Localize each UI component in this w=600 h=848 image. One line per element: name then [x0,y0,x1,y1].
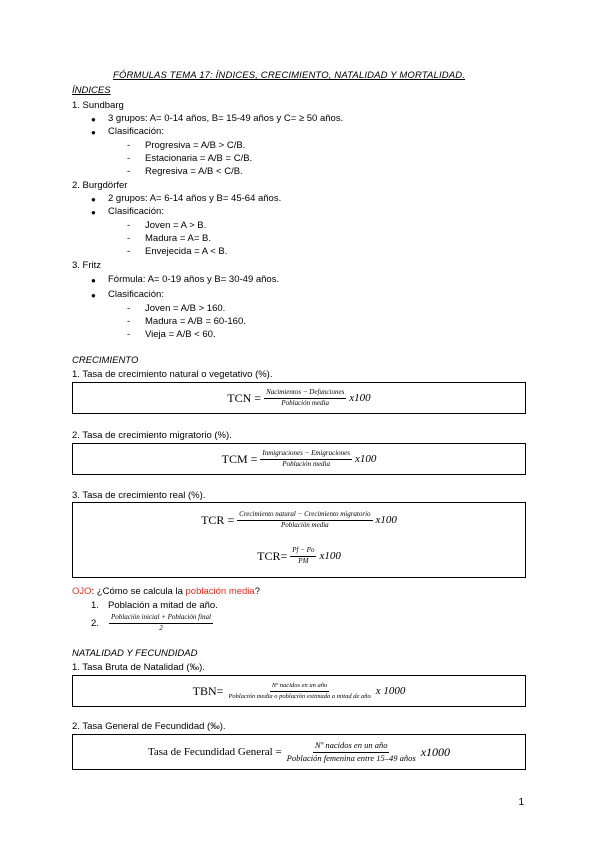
tbn-label: 1. Tasa Bruta de Natalidad (‰). [72,662,205,673]
formula-fraction [264,389,346,407]
fraction-numerator: Nº nacidos en un año [270,682,329,691]
bullet-icon: ● [91,115,96,124]
tgf-formula [72,734,526,770]
sundbarg-item: Progresiva = A/B > C/B. [145,140,246,151]
tcr-formula [72,504,526,536]
dash-icon: - [127,316,131,327]
bullet-icon: ● [91,195,96,204]
sundbarg-item: Estacionaria = A/B = C/B. [145,153,253,164]
bullet-icon: ● [91,128,96,137]
formula-multiplier: x1000 [420,744,451,759]
sundbarg-clasificacion: Clasificación: [108,126,164,137]
poblacion-media-formula [106,611,216,635]
formula-lhs: TBN= [192,683,224,698]
formula-fraction [109,614,213,632]
tbn-formula [72,675,526,707]
fraction-numerator: Nacimientos − Defunciones [264,389,346,399]
dash-icon: - [127,303,131,314]
dash-icon: - [127,329,131,340]
fraction-numerator: Inmigraciones − Emigraciones [260,450,352,460]
fraction-denominator: Población femenina entre 15–49 años [286,752,416,763]
formula-lhs: Tasa de Fecundidad General = [147,746,282,758]
dash-icon: - [127,153,131,164]
tcr-formula-alt [72,540,526,572]
formula-lhs: TCR = [201,512,235,527]
formula-lhs: TCN = [227,390,262,405]
burgdorfer-clasificacion: Clasificación: [108,206,164,217]
formula-fraction [290,547,316,565]
fraction-numerator: Pf − Po [290,547,316,557]
ojo-text-end: ? [254,586,260,597]
ojo-text: : ¿Cómo se calcula la [91,586,186,597]
bullet-icon: ● [91,291,96,300]
fraction-numerator: Población inicial + Población final [109,614,213,624]
dash-icon: - [127,233,131,244]
fritz-item: Joven = A/B > 160. [145,303,226,314]
tgf-label: 2. Tasa General de Fecundidad (‰). [72,721,226,732]
formula-lhs: TCM = [221,451,258,466]
formula-fraction [226,682,372,699]
formula-multiplier: x100 [375,514,397,526]
ojo-prefix: OJO [72,586,92,597]
burgdorfer-item: Madura = A= B. [145,233,212,244]
tcm-formula [72,443,526,475]
fraction-numerator: Nº nacidos en un año [313,741,390,752]
burgdorfer-groups: 2 grupos: A= 6-14 años y B= 45-64 años. [108,193,282,204]
bullet-icon: ● [91,208,96,217]
formula-fraction [285,741,418,763]
bullet-icon: ● [91,276,96,285]
fritz-clasificacion: Clasificación: [108,289,164,300]
crecimiento-heading: CRECIMIENTO [72,355,139,366]
ojo-item-number: 2. [91,618,99,629]
sundbarg-item: Regresiva = A/B < C/B. [145,166,243,177]
indices-heading: ÍNDICES [72,85,111,96]
fraction-denominator: Población media o población estimada a mitad de año [228,692,371,700]
fritz-heading: 3. Fritz [72,260,102,271]
tcn-label: 1. Tasa de crecimiento natural o vegetativo (%). [72,369,273,380]
formula-multiplier: x 1000 [375,685,406,697]
natalidad-heading: NATALIDAD Y FECUNDIDAD [72,648,198,659]
fraction-numerator: Crecimiento natural − Crecimiento migratorio [237,511,372,521]
ojo-highlight: población media [185,586,255,597]
tcm-label: 2. Tasa de crecimiento migratorio (%). [72,430,232,441]
fritz-item: Madura = A/B = 60-160. [145,316,246,327]
document-title: FÓRMULAS TEMA 17: ÍNDICES, CRECIMIENTO, NATALIDAD Y MORTALIDAD. [113,70,466,81]
ojo-item-number: 1. [91,600,99,611]
sundbarg-heading: 1. Sundbarg [72,100,124,111]
fritz-groups: Fórmula: A= 0-19 años y B= 30-49 años. [108,274,280,285]
burgdorfer-item: Envejecida = A < B. [145,246,228,257]
dash-icon: - [127,166,131,177]
fraction-denominator: Población media [281,520,329,529]
burgdorfer-heading: 2. Burgdörfer [72,180,128,191]
formula-fraction [237,511,372,529]
tcn-formula [72,382,526,414]
ojo-note [72,586,260,597]
ojo-item: Población a mitad de año. [108,600,218,611]
burgdorfer-item: Joven = A > B. [145,220,207,231]
fraction-denominator: 2 [159,623,163,632]
dash-icon: - [127,220,131,231]
fritz-item: Vieja = A/B < 60. [145,329,216,340]
dash-icon: - [127,140,131,151]
dash-icon: - [127,246,131,257]
formula-fraction [260,450,352,468]
fraction-denominator: Población media [281,398,329,407]
tcr-label: 3. Tasa de crecimiento real (%). [72,490,206,501]
formula-lhs: TCR= [257,548,288,563]
formula-multiplier: x100 [349,392,371,404]
formula-multiplier: x100 [354,453,377,465]
fraction-denominator: Población media [282,459,331,468]
formula-multiplier: x100 [319,550,341,562]
sundbarg-groups: 3 grupos: A= 0-14 años, B= 15-49 años y C= ≥ 50 años. [108,113,344,124]
page-number: 1 [518,797,524,808]
fraction-denominator: PM [298,556,309,565]
